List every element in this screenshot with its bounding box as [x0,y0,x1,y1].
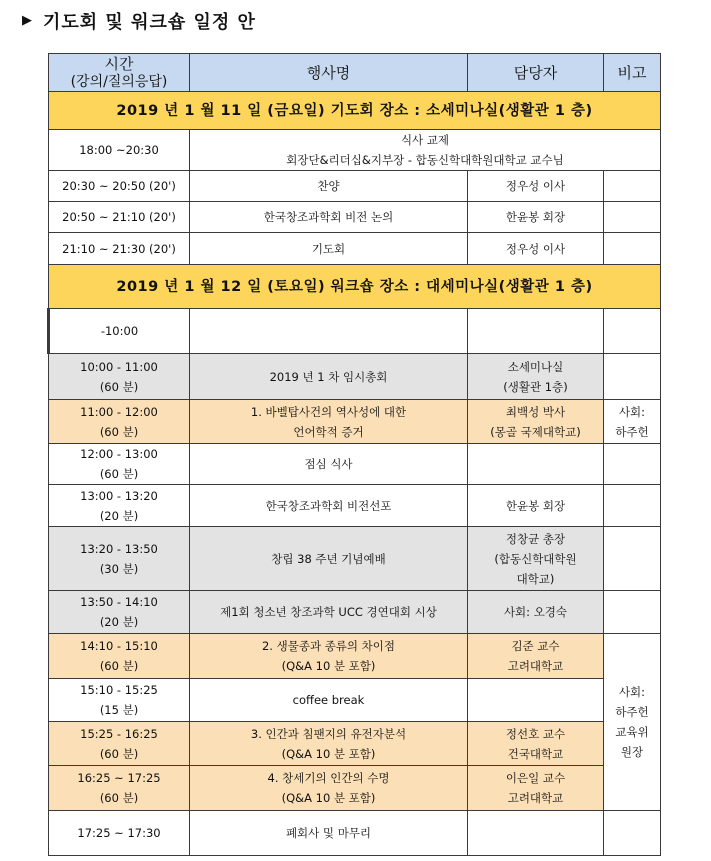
person-cell: 한윤봉 회장 [468,202,604,233]
note-cell [604,171,661,202]
note-cell [604,233,661,265]
time-cell: 14:10 - 15:10 (60 분) [49,634,190,679]
person-cell: 정우성 이사 [468,233,604,265]
table-row [49,679,661,722]
time-cell: 21:10 ~ 21:30 (20') [49,233,190,265]
day1-banner-row [49,92,661,130]
table-row [49,354,661,400]
person-cell: 이은일 교수 고려대학교 [468,766,604,811]
table-row [49,722,661,766]
day2-banner-row [49,265,661,309]
time-cell: 17:25 ~ 17:30 [49,811,190,856]
event-cell: 2019 년 1 차 임시총회 [190,354,468,400]
header-note: 비고 [604,54,661,92]
table-row [49,485,661,527]
person-cell: 사회: 오경숙 [468,591,604,634]
time-cell: 11:00 - 12:00 (60 분) [49,400,190,444]
event-cell: 한국창조과학회 비전 논의 [190,202,468,233]
person-cell: 한윤봉 회장 [468,485,604,527]
table-row [49,634,661,679]
time-cell: 18:00 ~20:30 [49,130,190,171]
time-cell: 10:00 - 11:00 (60 분) [49,354,190,400]
person-cell [468,679,604,722]
note-cell [604,444,661,485]
time-cell: 13:20 - 13:50 (30 분) [49,527,190,591]
time-cell: 13:50 - 14:10 (20 분) [49,591,190,634]
note-cell [604,309,661,354]
time-cell: 15:25 - 16:25 (60 분) [49,722,190,766]
table-row [49,309,661,354]
table-row [49,527,661,591]
event-cell: 한국창조과학회 비전선포 [190,485,468,527]
person-cell [468,444,604,485]
person-cell: 정창균 총장 (합동신학대학원 대학교) [468,527,604,591]
event-cell: 제1회 청소년 창조과학 UCC 경연대회 시상 [190,591,468,634]
note-cell [604,354,661,400]
header-row [49,54,661,92]
event-cell: 2. 생물종과 종류의 차이점 (Q&A 10 분 포함) [190,634,468,679]
person-cell [468,811,604,856]
table-row [49,444,661,485]
merged-note-cell: 사회: 하주헌 교육위 원장 [604,634,661,811]
time-cell: 20:30 ~ 20:50 (20') [49,171,190,202]
table-row [49,233,661,265]
schedule-table [47,53,661,856]
title-text: 기도회 및 워크숍 일정 안 [43,12,256,33]
person-cell: 정선호 교수 건국대학교 [468,722,604,766]
time-cell: 15:10 - 15:25 (15 분) [49,679,190,722]
table-row [49,171,661,202]
event-cell [190,309,468,354]
person-cell: 정우성 이사 [468,171,604,202]
table-row [49,202,661,233]
header-person: 담당자 [468,54,604,92]
header-time: 시간 (강의/질의응답) [49,54,190,92]
triangle-bullet-icon: ▶ [22,12,33,28]
event-cell: 4. 창세기의 인간의 수명 (Q&A 10 분 포함) [190,766,468,811]
time-cell: 20:50 ~ 21:10 (20') [49,202,190,233]
table-row [49,130,661,171]
event-cell: coffee break [190,679,468,722]
time-cell: 12:00 - 13:00 (60 분) [49,444,190,485]
note-cell [604,811,661,856]
table-row [49,591,661,634]
header-event: 행사명 [190,54,468,92]
person-cell: 최백성 박사 (몽골 국제대학교) [468,400,604,444]
document-title [22,8,256,34]
event-cell: 폐회사 및 마무리 [190,811,468,856]
note-cell [604,202,661,233]
day1-banner: 2019 년 1 월 11 일 (금요일) 기도회 장소 : 소세미나실(생활관 1 층) [49,92,661,130]
table-row [49,811,661,856]
event-cell: 점심 식사 [190,444,468,485]
event-cell: 기도회 [190,233,468,265]
table-row [49,400,661,444]
event-cell: 3. 인간과 침팬지의 유전자분석 (Q&A 10 분 포함) [190,722,468,766]
table-row [49,766,661,811]
event-cell: 찬양 [190,171,468,202]
event-cell: 식사 교제 회장단&리더십&지부장 - 합동신학대학원대학교 교수님 [190,130,661,171]
person-cell: 소세미나실 (생활관 1층) [468,354,604,400]
time-cell: -10:00 [49,309,190,354]
person-cell: 김준 교수 고려대학교 [468,634,604,679]
note-cell: 사회: 하주헌 [604,400,661,444]
event-cell: 창립 38 주년 기념예배 [190,527,468,591]
person-cell [468,309,604,354]
time-cell: 16:25 ~ 17:25 (60 분) [49,766,190,811]
event-cell: 1. 바벨탑사건의 역사성에 대한 언어학적 증거 [190,400,468,444]
note-cell [604,591,661,634]
note-cell [604,527,661,591]
time-cell: 13:00 - 13:20 (20 분) [49,485,190,527]
note-cell [604,485,661,527]
day2-banner: 2019 년 1 월 12 일 (토요일) 워크숍 장소 : 대세미나실(생활관 1 층) [49,265,661,309]
